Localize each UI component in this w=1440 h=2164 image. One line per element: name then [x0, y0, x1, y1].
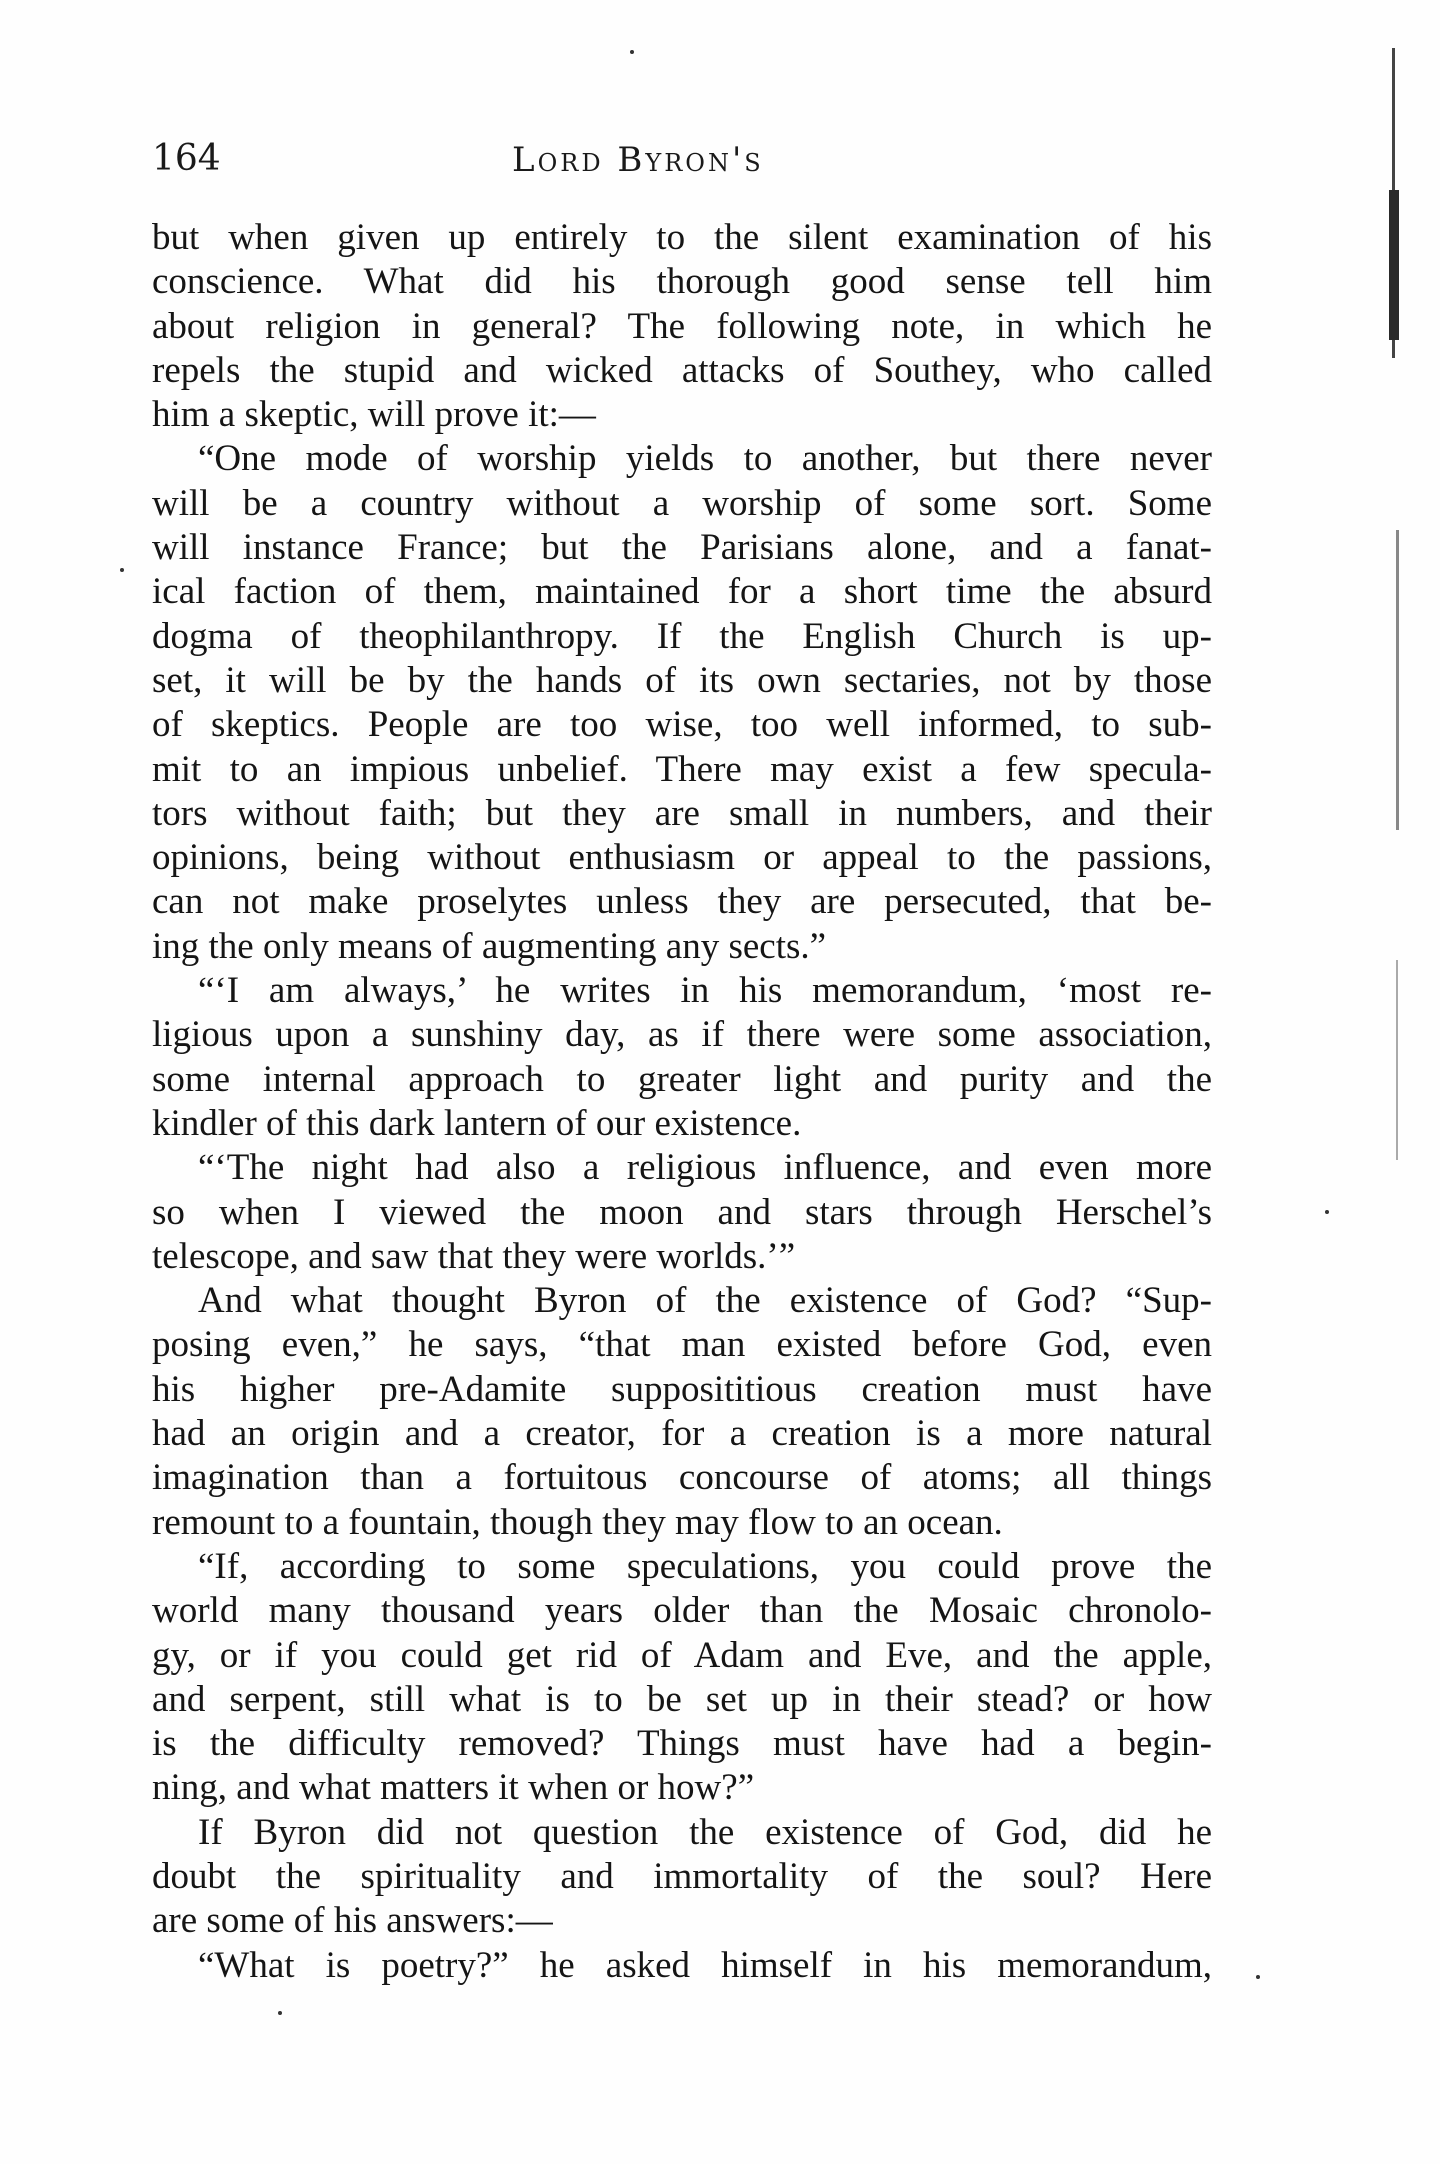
text-line: world many thousand years older than the Mosaic chronolo- — [152, 1590, 1212, 1632]
scan-dot — [1325, 1210, 1329, 1214]
text-line: mit to an impious unbelief. There may exist a few specula- — [152, 748, 1212, 790]
text-line: had an origin and a creator, for a creation is a more natural — [152, 1413, 1212, 1455]
text-line: “If, according to some speculations, you could prove the — [198, 1545, 1212, 1587]
text-line: remount to a fountain, though they may flow to an ocean. — [152, 1501, 1003, 1543]
text-line: so when I viewed the moon and stars through Herschel’s — [152, 1191, 1212, 1233]
text-line: set, it will be by the hands of its own sectaries, not by those — [152, 659, 1212, 701]
text-line: imagination than a fortuitous concourse of atoms; all things — [152, 1457, 1212, 1499]
text-line: posing even,” he says, “that man existed before God, even — [152, 1324, 1212, 1366]
text-line: And what thought Byron of the existence of God? “Sup- — [198, 1280, 1212, 1322]
text-line: telescope, and saw that they were worlds.’” — [152, 1235, 796, 1277]
text-line: some internal approach to greater light and purity and the — [152, 1058, 1212, 1100]
text-line: but when given up entirely to the silent examination of his — [152, 217, 1212, 258]
text-line: “What is poetry?” he asked himself in his memorandum, — [198, 1944, 1212, 1986]
text-line: doubt the spirituality and immortality of the soul? Here — [152, 1855, 1212, 1897]
text-line: can not make proselytes unless they are persecuted, that be- — [152, 881, 1212, 923]
text-line: him a skeptic, will prove it:— — [152, 394, 596, 436]
text-line: conscience. What did his thorough good sense tell him — [152, 261, 1212, 303]
text-line: his higher pre-Adamite supposititious creation must have — [152, 1368, 1212, 1410]
text-line: repels the stupid and wicked attacks of Southey, who called — [152, 349, 1212, 391]
text-line: kindler of this dark lantern of our existence. — [152, 1102, 802, 1144]
text-line: and serpent, still what is to be set up in their stead? or how — [152, 1678, 1212, 1720]
text-line: of skeptics. People are too wise, too well informed, to sub- — [152, 704, 1212, 746]
scan-dot — [278, 2011, 282, 2015]
text-line: tors without faith; but they are small in numbers, and their — [152, 792, 1212, 834]
scan-dot — [120, 568, 124, 572]
text-line: opinions, being without enthusiasm or appeal to the passions, — [152, 837, 1212, 879]
running-head: Lord Byron's — [512, 140, 764, 180]
text-line: gy, or if you could get rid of Adam and Eve, and the apple, — [152, 1634, 1212, 1676]
scan-edge-mark — [1396, 530, 1399, 830]
text-line: “One mode of worship yields to another, but there never — [198, 438, 1212, 480]
text-line: will instance France; but the Parisians alone, and a fanat- — [152, 527, 1212, 569]
text-line: dogma of theophilanthropy. If the English Church is up- — [152, 615, 1212, 657]
text-line: ing the only means of augmenting any sects.” — [152, 925, 827, 967]
text-line: ical faction of them, maintained for a short time the absurd — [152, 571, 1212, 613]
text-line: will be a country without a worship of some sort. Some — [152, 482, 1212, 524]
page-number: 164 — [152, 138, 221, 179]
text-line: ligious upon a sunshiny day, as if there were some association, — [152, 1014, 1212, 1056]
text-line: If Byron did not question the existence of God, did he — [198, 1811, 1212, 1853]
text-line: are some of his answers:— — [152, 1900, 553, 1942]
body-text — [152, 216, 1212, 1988]
text-line: is the difficulty removed? Things must have had a begin- — [152, 1723, 1212, 1765]
scan-edge-mark — [1389, 190, 1399, 340]
text-line: “‘I am always,’ he writes in his memorandum, ‘most re- — [198, 970, 1212, 1012]
text-line: about religion in general? The following note, in which he — [152, 305, 1212, 347]
page-header — [152, 138, 1212, 188]
text-line: “‘The night had also a religious influence, and even more — [198, 1147, 1212, 1189]
scan-dot — [1256, 1975, 1260, 1979]
scan-edge-mark — [1396, 960, 1398, 1160]
scan-dot — [630, 50, 634, 54]
text-line: ning, and what matters it when or how?” — [152, 1767, 755, 1809]
